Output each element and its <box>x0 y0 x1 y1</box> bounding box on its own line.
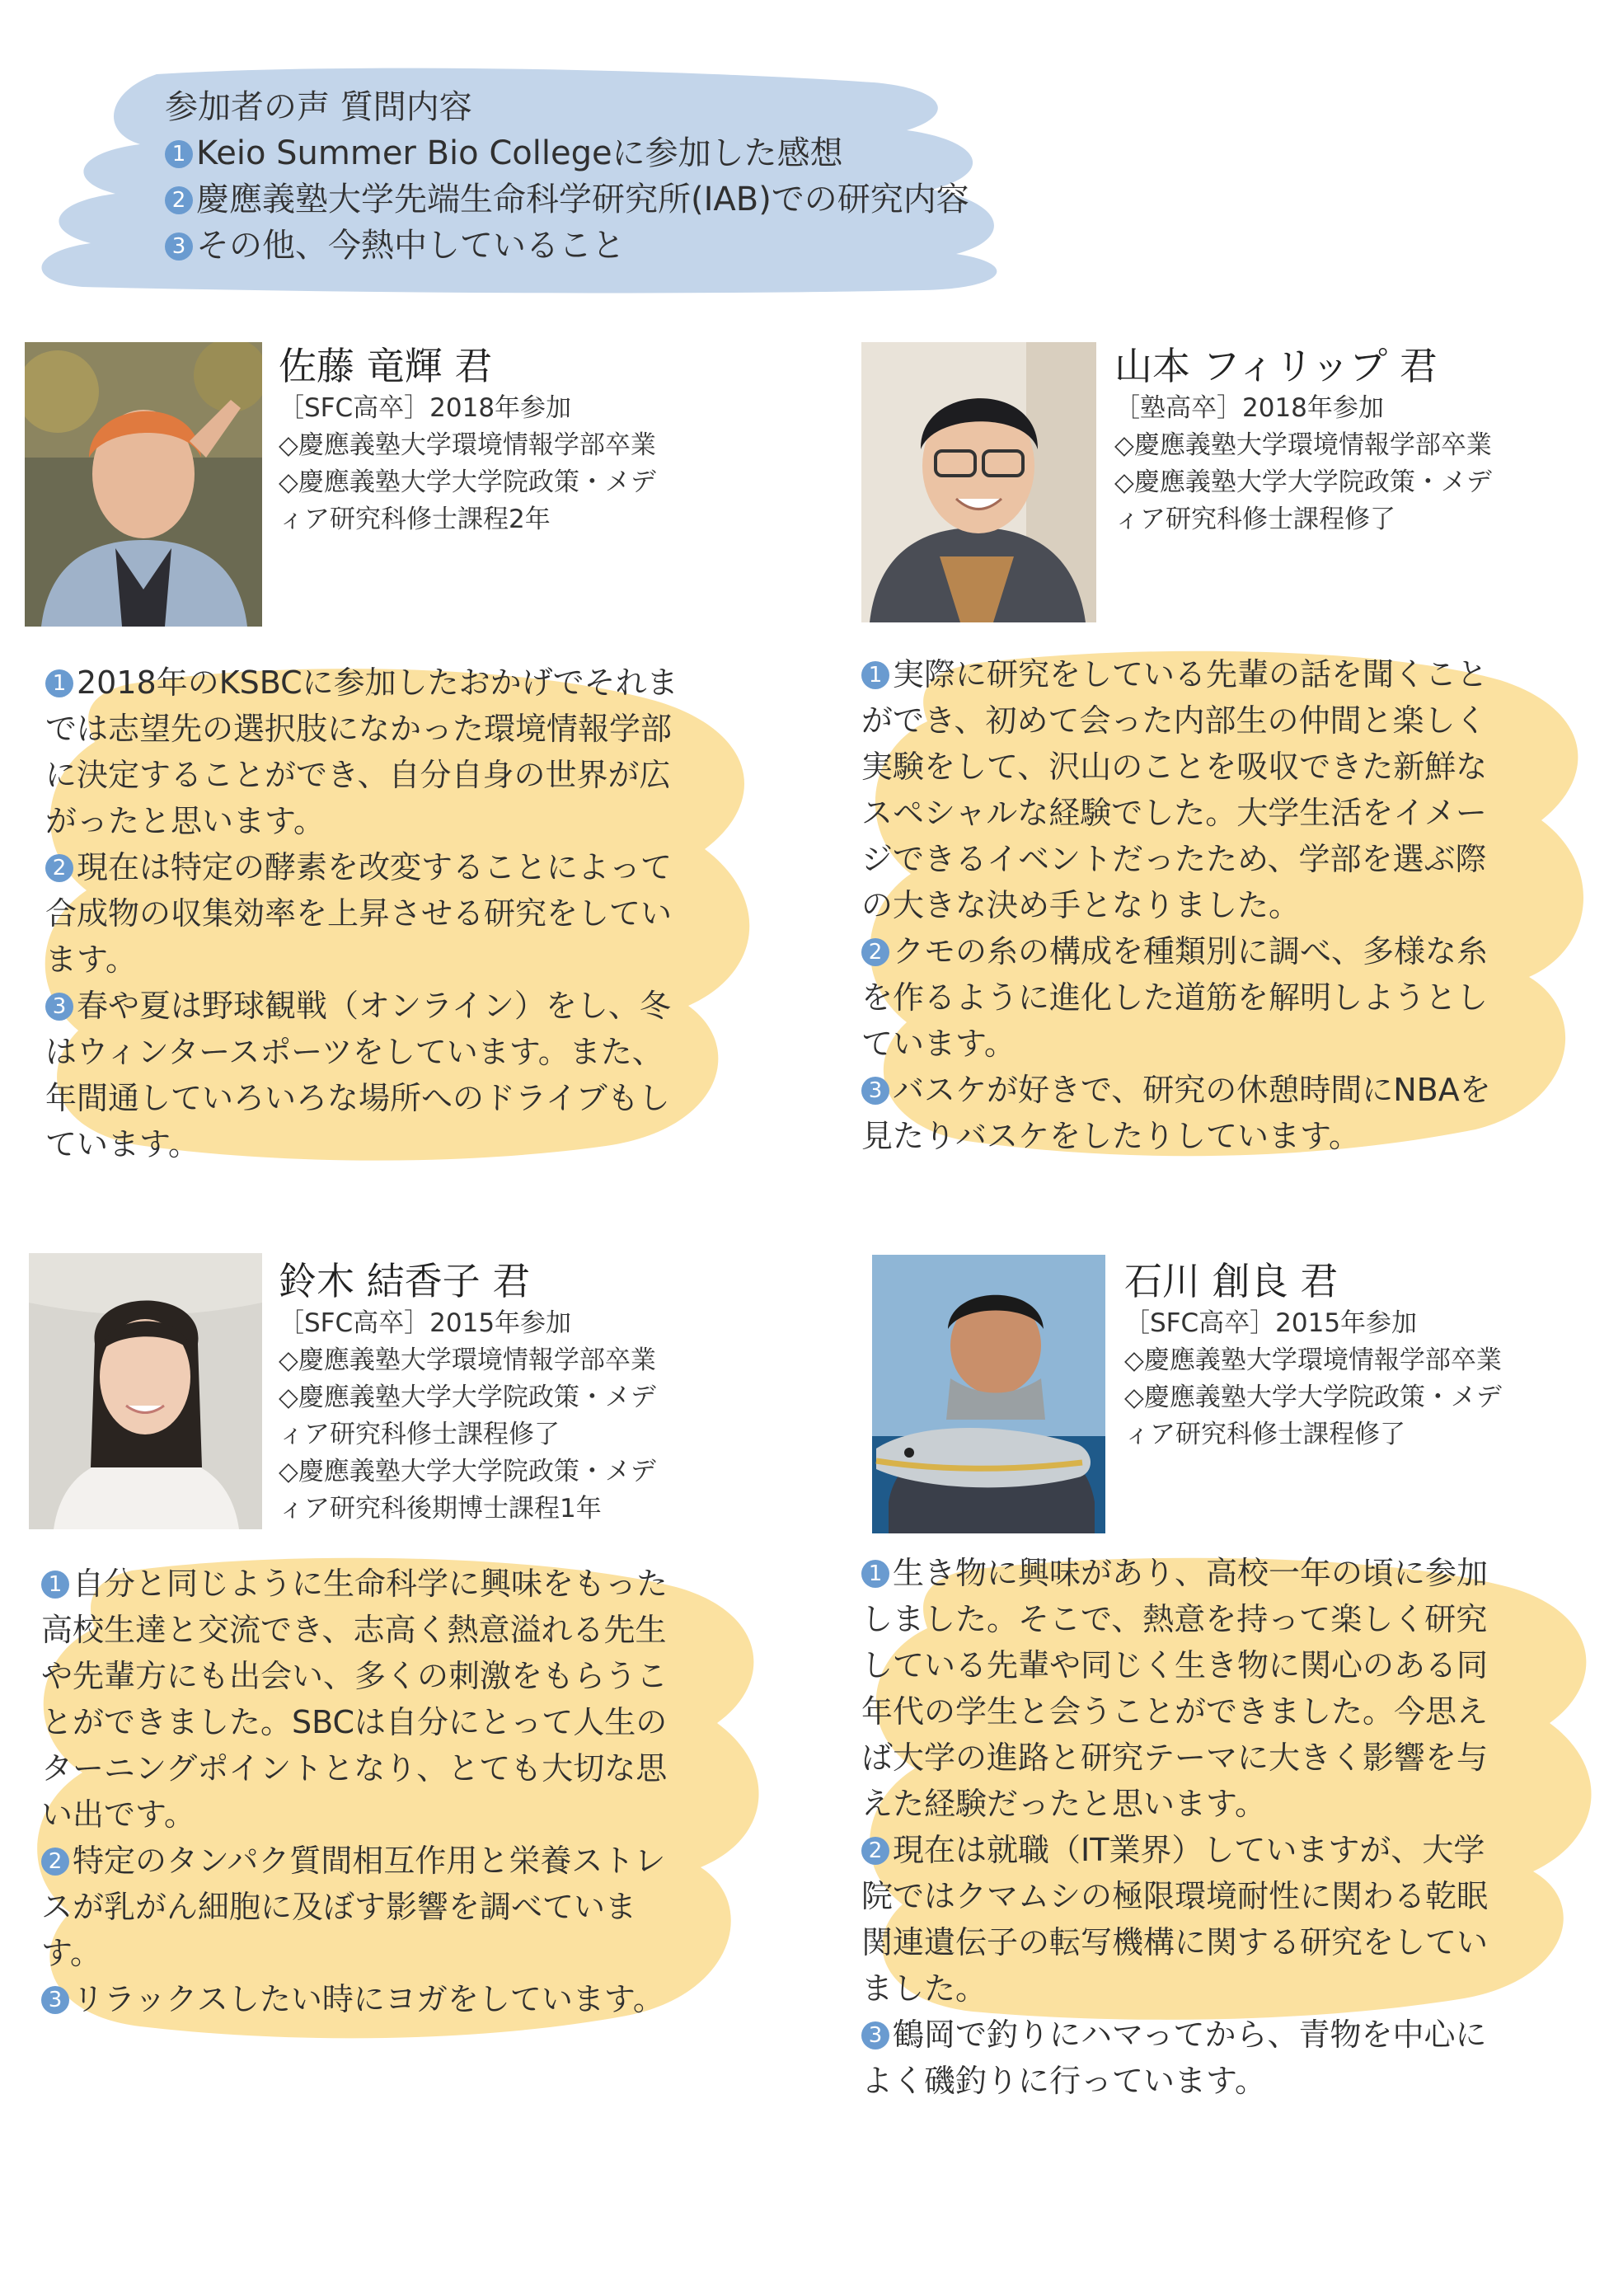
comment-text <box>45 660 678 1167</box>
comment-line: はウィンタースポーツをしています。また、 <box>45 1034 664 1070</box>
number-badge-icon: 3 <box>45 993 73 1021</box>
number-badge-icon: 3 <box>861 1077 889 1105</box>
comment-line: に決定することができ、自分自身の世界が広 <box>45 757 671 793</box>
comment-line: えた経験だったと思います。 <box>861 1786 1266 1822</box>
comment-line: を作るように進化した道筋を解明しようとし <box>861 979 1489 1016</box>
comment-line: ができ、初めて会った内部生の仲間と楽しく <box>861 702 1487 739</box>
number-badge-icon: 2 <box>861 938 889 966</box>
participant-detail: ィア研究科修士課程修了 <box>279 1420 560 1449</box>
comment-line: がったと思います。 <box>45 803 325 839</box>
comment-line: や先輩方にも出会い、多くの刺激をもらうこ <box>41 1658 668 1694</box>
question-list <box>165 84 969 269</box>
comment-line: ています。 <box>861 1026 1016 1062</box>
number-badge-icon: 2 <box>861 1837 889 1865</box>
comment-line: よく磯釣りに行っています。 <box>861 2063 1266 2099</box>
participant-detail: ◇慶應義塾大学環境情報学部卒業 <box>1114 430 1492 460</box>
number-badge-icon: 1 <box>861 661 889 689</box>
participant-photo <box>29 1253 262 1529</box>
comment-line: 高校生達と交流でき、志高く熱意溢れる先生 <box>41 1612 667 1648</box>
number-badge-icon: 2 <box>41 1848 69 1876</box>
participant-detail: ◇慶應義塾大学大学院政策・メデ <box>279 1383 656 1412</box>
number-badge-icon: 1 <box>41 1571 69 1599</box>
comment-line: ました。 <box>861 1970 987 2007</box>
participant-profile <box>279 342 740 538</box>
comment-line: 3 鶴岡で釣りにハマってから、青物を中心に <box>861 2012 1488 2058</box>
participant-detail: ［SFC高卒］2015年参加 <box>279 1308 572 1338</box>
number-badge-icon: 3 <box>41 1986 69 2014</box>
comment-line: 年代の学生と会うことができました。今思え <box>861 1693 1489 1730</box>
participant-photo <box>861 342 1096 622</box>
participant-name: 山本 フィリップ 君 <box>1114 344 1438 388</box>
question-item: 3 その他、今熱中していること <box>165 223 969 269</box>
participant-detail: ◇慶應義塾大学環境情報学部卒業 <box>1124 1345 1502 1375</box>
comment-line: す。 <box>41 1935 101 1971</box>
question-item: 1 Keio Summer Bio Collegeに参加した感想 <box>165 130 969 176</box>
participant-detail: ィア研究科修士課程修了 <box>1124 1420 1405 1449</box>
comment-line: い出です。 <box>41 1796 195 1833</box>
number-badge-icon: 1 <box>861 1560 889 1588</box>
comment-line: しました。そこで、熱意を持って楽しく研究 <box>861 1601 1488 1637</box>
comment-line: ています。 <box>45 1126 199 1162</box>
comment-line: 実験をして、沢山のことを吸収できた新鮮な <box>861 749 1488 785</box>
comment-line: では志望先の選択肢になかった環境情報学部 <box>45 711 673 747</box>
comment-line: 1 自分と同じように生命科学に興味をもった <box>41 1561 668 1607</box>
participant-name: 鈴木 結香子 君 <box>279 1259 531 1303</box>
comment-line: している先輩や同じく生き物に関心のある同 <box>861 1647 1489 1683</box>
number-badge-icon: 2 <box>45 854 73 882</box>
participant-profile <box>279 1257 740 1528</box>
participant-photo <box>872 1255 1105 1533</box>
comment-line: とができました。SBCは自分にとって人生の <box>41 1704 668 1740</box>
comment-line: 院ではクマムシの極限環境耐性に関わる乾眠 <box>861 1878 1489 1914</box>
question-list-title: 参加者の声 質問内容 <box>165 88 472 126</box>
comment-line: スが乳がん細胞に及ぼす影響を調べていま <box>41 1889 637 1925</box>
participant-detail: ◇慶應義塾大学大学院政策・メデ <box>1114 467 1492 497</box>
comment-text <box>861 651 1491 1159</box>
comment-line: 3 リラックスしたい時にヨガをしています。 <box>41 1976 668 2022</box>
comment-line: スペシャルな経験でした。大学生活をイメー <box>861 795 1487 831</box>
number-badge-icon: 1 <box>45 669 73 697</box>
participant-profile <box>1124 1257 1586 1453</box>
number-badge-icon: 1 <box>165 140 193 168</box>
comment-line: ば大学の進路と研究テーマに大きく影響を与 <box>861 1740 1489 1776</box>
participant-detail: ◇慶應義塾大学環境情報学部卒業 <box>279 430 656 460</box>
participant-detail: ◇慶應義塾大学大学院政策・メデ <box>279 467 656 497</box>
comment-line: 2 現在は特定の酵素を改変することによって <box>45 844 678 890</box>
participant-detail: ［SFC高卒］2018年参加 <box>279 393 572 423</box>
comment-line: 1 実際に研究をしている先輩の話を聞くこと <box>861 651 1491 697</box>
comment-line: 2 クモの糸の構成を種類別に調べ、多様な糸 <box>861 928 1491 974</box>
comment-line: 3 春や夏は野球観戦（オンライン）をし、冬 <box>45 983 678 1029</box>
comment-line: 1 2018年のKSBCに参加したおかげでそれま <box>45 660 678 706</box>
participant-detail: ィア研究科後期博士課程1年 <box>279 1494 602 1524</box>
participant-detail: ［塾高卒］2018年参加 <box>1114 393 1384 423</box>
comment-line: ターニングポイントとなり、とても大切な思 <box>41 1750 668 1787</box>
comment-line: ます。 <box>45 941 137 978</box>
comment-line: 1 生き物に興味があり、高校一年の頃に参加 <box>861 1550 1488 1596</box>
comment-line: ジできるイベントだったため、学部を選ぶ際 <box>861 841 1487 877</box>
participant-detail: ィア研究科修士課程2年 <box>279 505 551 534</box>
comment-line: 2 特定のタンパク質間相互作用と栄養ストレ <box>41 1838 668 1884</box>
participant-profile <box>1114 342 1576 538</box>
participant-photo <box>25 342 262 627</box>
number-badge-icon: 3 <box>861 2021 889 2049</box>
comment-line: 年間通していろいろな場所へのドライブもし <box>45 1080 670 1116</box>
comment-line: 合成物の収集効率を上昇させる研究をしてい <box>45 895 673 932</box>
question-item: 2 慶應義塾大学先端生命科学研究所(IAB)での研究内容 <box>165 176 969 223</box>
comment-line: 関連遺伝子の転写機構に関する研究をしてい <box>861 1924 1489 1960</box>
comment-line: 2 現在は就職（IT業界）していますが、大学 <box>861 1827 1488 1873</box>
participant-detail: ◇慶應義塾大学大学院政策・メデ <box>1124 1383 1502 1412</box>
participant-detail: ［SFC高卒］2015年参加 <box>1124 1308 1418 1338</box>
comment-text <box>861 1550 1488 2104</box>
comment-line: の大きな決め手となりました。 <box>861 887 1301 923</box>
participant-name: 佐藤 竜輝 君 <box>279 344 493 388</box>
comment-line: 3 バスケが好きで、研究の休憩時間にNBAを <box>861 1067 1491 1113</box>
participant-name: 石川 創良 君 <box>1124 1259 1339 1303</box>
participant-detail: ◇慶應義塾大学環境情報学部卒業 <box>279 1345 656 1375</box>
comment-text <box>41 1561 668 2022</box>
number-badge-icon: 3 <box>165 232 193 261</box>
participant-detail: ィア研究科修士課程修了 <box>1114 505 1395 534</box>
number-badge-icon: 2 <box>165 186 193 214</box>
participant-detail: ◇慶應義塾大学大学院政策・メデ <box>279 1457 656 1486</box>
comment-line: 見たりバスケをしたりしています。 <box>861 1118 1360 1154</box>
